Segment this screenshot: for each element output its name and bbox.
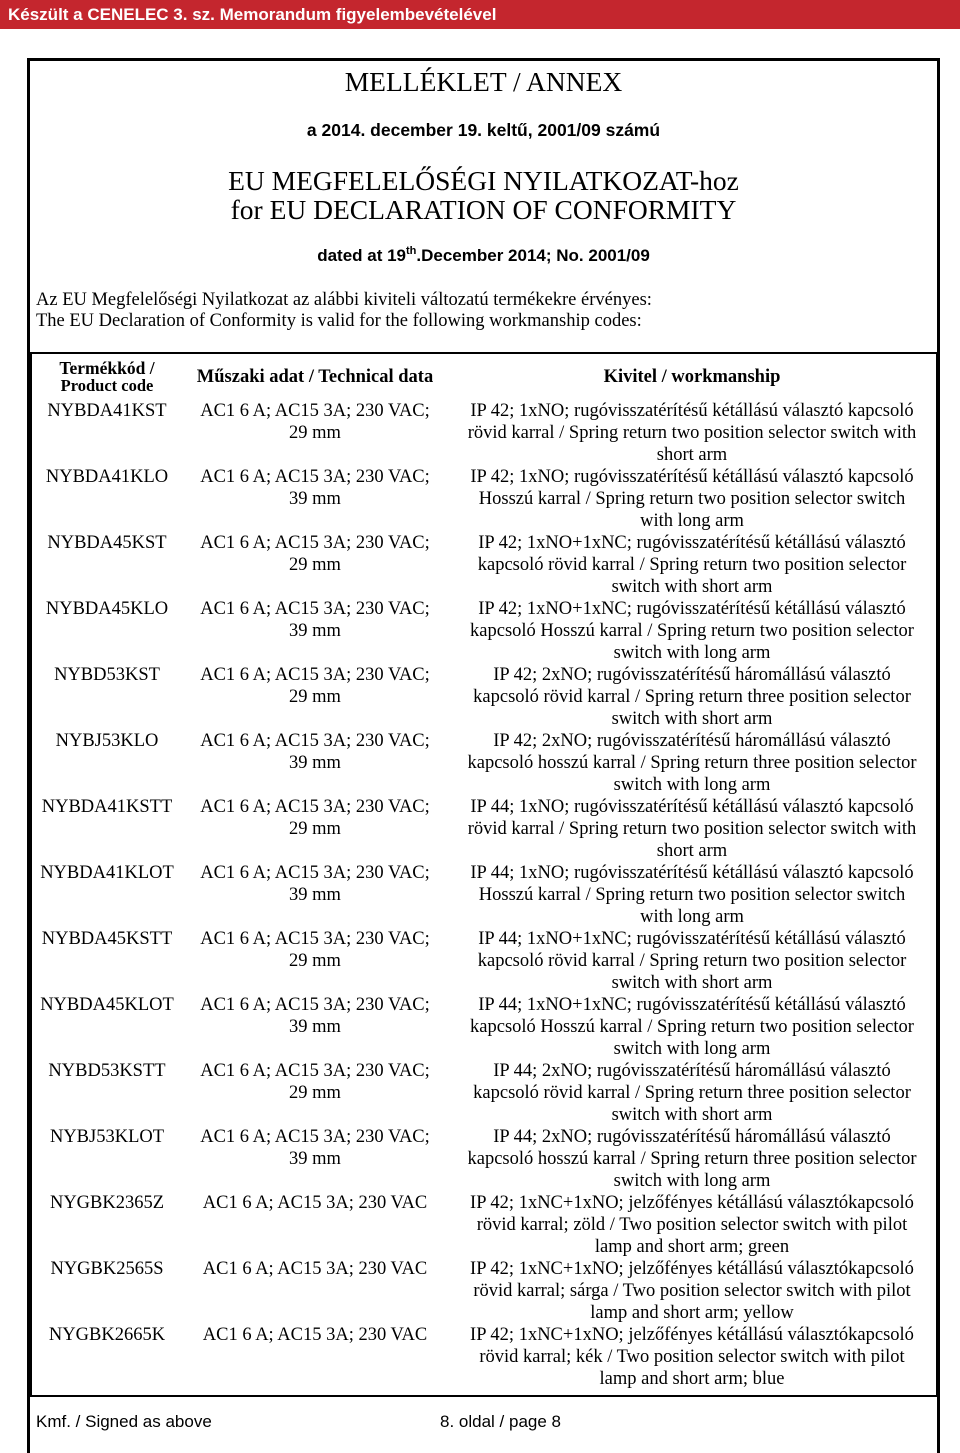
technical-data-cell: AC1 6 A; AC15 3A; 230 VAC; 29 mm: [200, 533, 430, 575]
annex-title: MELLÉKLET / ANNEX: [344, 66, 623, 97]
workmanship-cell: IP 42; 1xNC+1xNO; jelzőfényes kétállású választókapcsoló rövid karral; sárga / Two position selector switch with pilot lamp and short arm; yellow: [470, 1259, 914, 1323]
product-code-cell: NYBDA45KLO: [45, 599, 169, 619]
technical-data-cell: AC1 6 A; AC15 3A; 230 VAC; 39 mm: [200, 467, 430, 509]
product-code-cell: NYBDA41KSTT: [41, 797, 173, 817]
product-code-cell: NYGBK2665K: [48, 1325, 166, 1345]
product-code-cell: NYBDA45KST: [47, 533, 167, 553]
product-code-cell: NYBD53KST: [54, 665, 160, 685]
workmanship-cell: IP 42; 2xNO; rugóvisszatérítésű háromállású választó kapcsoló rövid karral / Spring return three position selector switch with short arm: [473, 665, 911, 729]
header-product-code-line1: Termékkód /: [59, 358, 155, 378]
header-workmanship: Kivitel / workmanship: [603, 367, 781, 387]
workmanship-cell: IP 44; 2xNO; rugóvisszatérítésű háromállású választó kapcsoló rövid karral / Spring return three position selector switch with short arm: [473, 1061, 911, 1125]
technical-data-cell: AC1 6 A; AC15 3A; 230 VAC; 39 mm: [200, 599, 430, 641]
product-code-cell: NYBDA45KSTT: [41, 929, 173, 949]
table-row: [32, 994, 936, 1060]
header-product-code: [32, 354, 182, 400]
technical-data-cell: AC1 6 A; AC15 3A; 230 VAC; 39 mm: [200, 863, 430, 905]
workmanship-cell: IP 44; 1xNO+1xNC; rugóvisszatérítésű kétállású választó kapcsoló Hosszú karral / Spring return two position selector switch with long arm: [470, 995, 914, 1059]
declaration-reference: a 2014. december 19. keltű, 2001/09 számú: [306, 120, 661, 140]
table-row: [32, 730, 936, 796]
table-row: [32, 1060, 936, 1126]
product-code-cell: NYBJ53KLOT: [49, 1127, 165, 1147]
dated-suffix: .December 2014; No. 2001/09: [416, 246, 650, 265]
table-row: [32, 400, 936, 466]
banner-text: Készült a CENELEC 3. sz. Memorandum figyelembevételével: [8, 5, 497, 24]
technical-data-cell: AC1 6 A; AC15 3A; 230 VAC; 29 mm: [200, 1061, 430, 1103]
dated-prefix: dated at 19: [317, 246, 406, 265]
heading-english: for EU DECLARATION OF CONFORMITY: [230, 194, 737, 225]
technical-data-cell: AC1 6 A; AC15 3A; 230 VAC; 29 mm: [200, 929, 430, 971]
workmanship-cell: IP 42; 1xNC+1xNO; jelzőfényes kétállású választókapcsoló rövid karral; zöld / Two position selector switch with pilot lamp and short arm; green: [470, 1193, 914, 1257]
workmanship-cell: IP 44; 1xNO+1xNC; rugóvisszatérítésű kétállású választó kapcsoló rövid karral / Spring return two position selector switch with short arm: [477, 929, 907, 993]
product-code-cell: NYBD53KSTT: [48, 1061, 166, 1081]
workmanship-cell: IP 44; 1xNO; rugóvisszatérítésű kétállású választó kapcsoló Hosszú karral / Spring return two position selector switch with long arm: [470, 863, 914, 927]
workmanship-cell: IP 42; 1xNC+1xNO; jelzőfényes kétállású választókapcsoló rövid karral; kék / Two position selector switch with pilot lamp and short arm; blue: [470, 1325, 914, 1389]
technical-data-cell: AC1 6 A; AC15 3A; 230 VAC: [202, 1325, 428, 1345]
technical-data-cell: AC1 6 A; AC15 3A; 230 VAC; 29 mm: [200, 797, 430, 839]
technical-data-cell: AC1 6 A; AC15 3A; 230 VAC; 39 mm: [200, 731, 430, 773]
table-row: [32, 928, 936, 994]
product-code-cell: NYGBK2565S: [50, 1259, 164, 1279]
intro-hungarian: Az EU Megfelelőségi Nyilatkozat az alábbi kiviteli változatú termékekre érvényes:: [36, 290, 652, 310]
header-product-code-text: [59, 360, 154, 394]
table-row: [32, 796, 936, 862]
table-body: [32, 400, 936, 1390]
workmanship-table: [30, 352, 938, 1397]
workmanship-cell: IP 42; 2xNO; rugóvisszatérítésű háromállású választó kapcsoló hosszú karral / Spring return three position selector switch with long arm: [467, 731, 917, 795]
footer-signed: Kmf. / Signed as above: [36, 1412, 212, 1431]
technical-data-cell: AC1 6 A; AC15 3A; 230 VAC; 39 mm: [200, 995, 430, 1037]
technical-data-cell: AC1 6 A; AC15 3A; 230 VAC: [202, 1193, 428, 1213]
technical-data-cell: AC1 6 A; AC15 3A; 230 VAC; 39 mm: [200, 1127, 430, 1169]
workmanship-cell: IP 42; 1xNO+1xNC; rugóvisszatérítésű kétállású választó kapcsoló rövid karral / Spring return two position selector switch with short arm: [477, 533, 907, 597]
table-row: [32, 1324, 936, 1390]
table-header-row: [32, 354, 936, 400]
product-code-cell: NYBDA41KLO: [45, 467, 169, 487]
table-row: [32, 862, 936, 928]
footer-page-number: 8. oldal / page 8: [440, 1412, 561, 1431]
table-row: [32, 598, 936, 664]
technical-data-cell: AC1 6 A; AC15 3A; 230 VAC: [202, 1259, 428, 1279]
table-row: [32, 1192, 936, 1258]
dated-line: [27, 246, 940, 266]
product-code-cell: NYBDA41KLOT: [40, 863, 174, 883]
product-code-cell: NYBDA41KST: [47, 401, 167, 421]
workmanship-cell: IP 42; 1xNO+1xNC; rugóvisszatérítésű kétállású választó kapcsoló Hosszú karral / Spring return two position selector switch with long arm: [470, 599, 914, 663]
table-row: [32, 1258, 936, 1324]
dated-superscript: th: [406, 245, 417, 257]
technical-data-cell: AC1 6 A; AC15 3A; 230 VAC; 29 mm: [200, 401, 430, 443]
product-code-cell: NYBDA45KLOT: [40, 995, 174, 1015]
workmanship-cell: IP 42; 1xNO; rugóvisszatérítésű kétállású választó kapcsoló Hosszú karral / Spring return two position selector switch with long arm: [470, 467, 914, 531]
header-product-code-line2: Product code: [60, 376, 154, 395]
product-code-cell: NYGBK2365Z: [49, 1193, 165, 1213]
technical-data-cell: AC1 6 A; AC15 3A; 230 VAC; 29 mm: [200, 665, 430, 707]
workmanship-cell: IP 44; 1xNO; rugóvisszatérítésű kétállású választó kapcsoló rövid karral / Spring return two position selector switch with short arm: [467, 797, 917, 861]
table-row: [32, 466, 936, 532]
heading-hungarian: EU MEGFELELŐSÉGI NYILATKOZAT-hoz: [228, 165, 739, 196]
intro-english: The EU Declaration of Conformity is valid for the following workmanship codes:: [36, 311, 642, 331]
product-code-cell: NYBJ53KLO: [55, 731, 159, 751]
workmanship-cell: IP 42; 1xNO; rugóvisszatérítésű kétállású választó kapcsoló rövid karral / Spring return two position selector switch with short arm: [467, 401, 917, 465]
table-row: [32, 664, 936, 730]
table-row: [32, 1126, 936, 1192]
table-row: [32, 532, 936, 598]
workmanship-cell: IP 44; 2xNO; rugóvisszatérítésű háromállású választó kapcsoló hosszú karral / Spring return three position selector switch with long arm: [467, 1127, 917, 1191]
header-technical-data: Műszaki adat / Technical data: [196, 367, 434, 387]
